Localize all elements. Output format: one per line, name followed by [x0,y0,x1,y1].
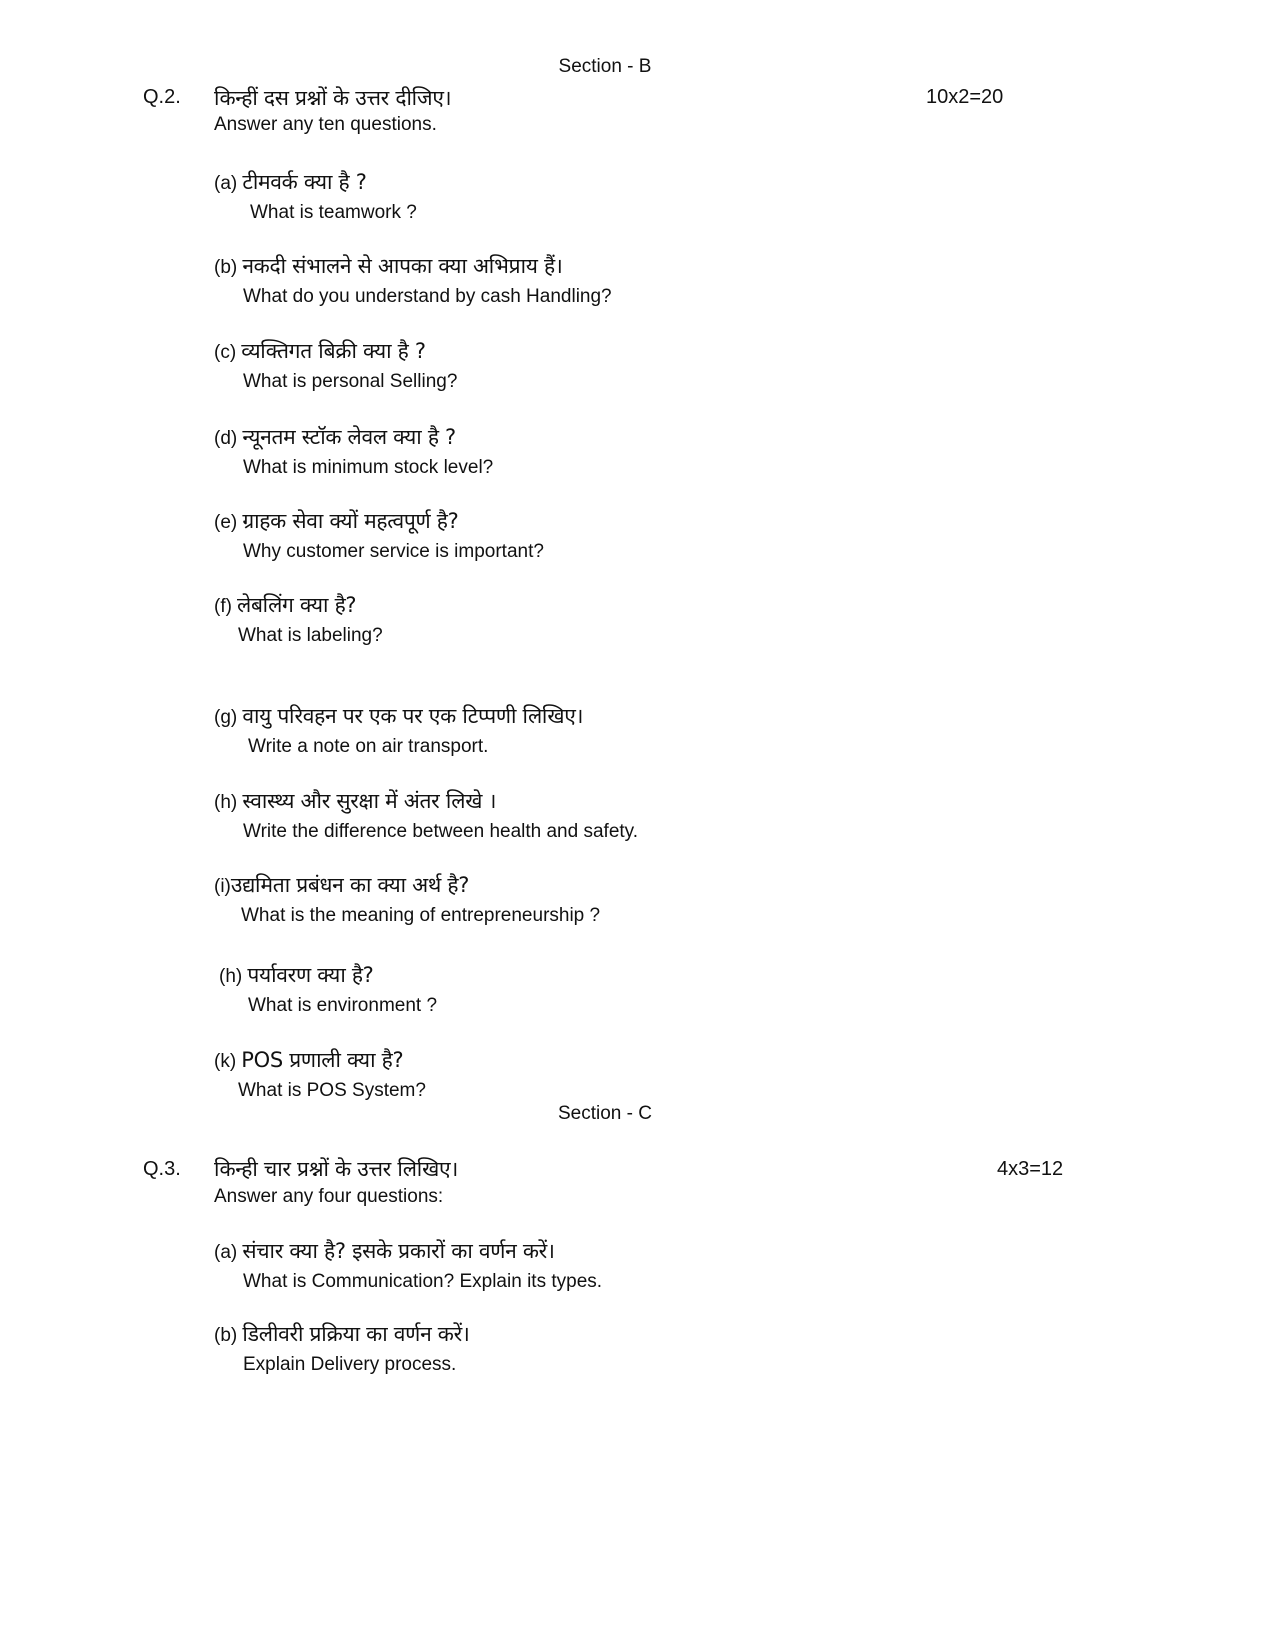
item-label: (d) [214,428,238,449]
list-item [214,1046,426,1102]
item-english: What is labeling? [238,625,383,646]
item-hindi: न्यूनतम स्टॉक लेवल क्या है ? [242,425,456,449]
item-hindi: संचार क्या है? इसके प्रकारों का वर्णन करें। [242,1239,555,1263]
item-hindi: POS प्रणाली क्या है? [241,1048,404,1072]
item-english: What is the meaning of entrepreneurship ? [241,905,601,926]
item-hindi: लेबलिंग क्या है? [237,593,357,617]
list-item [214,702,583,758]
item-english: What is POS System? [238,1080,426,1101]
question-instruction-hindi: किन्ही चार प्रश्नों के उत्तर लिखिए। [214,1157,459,1181]
question-marks: 10x2=20 [926,86,1004,108]
item-label: (f) [214,596,232,617]
list-item [214,591,383,647]
list-item [214,337,457,393]
item-hindi: डिलीवरी प्रक्रिया का वर्णन करें। [242,1322,470,1346]
item-label: (a) [214,173,238,194]
item-label: (g) [214,707,238,728]
section-c-heading: Section - C [558,1103,652,1124]
item-english: What do you understand by cash Handling? [243,286,612,307]
item-hindi: उद्यमिता प्रबंधन का क्या अर्थ है? [230,873,470,897]
item-label: (h) [219,966,243,987]
list-item [214,507,544,563]
item-label: (k) [214,1051,237,1072]
item-english: What is Communication? Explain its types. [243,1271,603,1292]
question-number: Q.3. [143,1158,181,1180]
question-number: Q.2. [143,86,181,108]
item-label: (a) [214,1242,238,1263]
item-label: (i) [214,876,231,897]
list-item [214,1237,602,1293]
item-english: Why customer service is important? [243,541,544,562]
item-label: (c) [214,342,237,363]
item-english: What is environment ? [248,995,438,1016]
item-label: (b) [214,1325,238,1346]
question-instruction-english: Answer any four questions: [214,1186,444,1207]
item-hindi: ग्राहक सेवा क्यों महत्वपूर्ण है? [242,509,459,533]
item-hindi: स्वास्थ्य और सुरक्षा में अंतर लिखे । [242,789,497,813]
item-hindi: टीमवर्क क्या है ? [242,170,367,194]
list-item [214,168,417,224]
item-hindi: पर्यावरण क्या है? [247,963,374,987]
item-hindi: नकदी संभालने से आपका क्या अभिप्राय हैं। [242,254,563,278]
item-english: Explain Delivery process. [243,1354,457,1375]
item-label: (b) [214,257,238,278]
list-item [214,252,612,308]
item-english: What is teamwork ? [250,202,417,223]
list-item [214,787,638,843]
section-b-heading: Section - B [558,56,652,77]
item-english: Write a note on air transport. [248,736,489,757]
question-marks: 4x3=12 [997,1158,1064,1180]
item-label: (h) [214,792,238,813]
item-english: What is minimum stock level? [243,457,494,478]
question-instruction-english: Answer any ten questions. [214,114,437,135]
question-instruction-hindi: किन्हीं दस प्रश्नों के उत्तर दीजिए। [214,86,452,110]
item-hindi: वायु परिवहन पर एक पर एक टिप्पणी लिखिए। [242,704,584,728]
item-english: Write the difference between health and safety. [243,821,639,842]
list-item [214,871,600,927]
item-hindi: व्यक्तिगत बिक्री क्या है ? [241,339,426,363]
list-item [214,1320,470,1376]
item-label: (e) [214,512,238,533]
list-item [214,423,493,479]
list-item [219,961,437,1017]
item-english: What is personal Selling? [243,371,458,392]
